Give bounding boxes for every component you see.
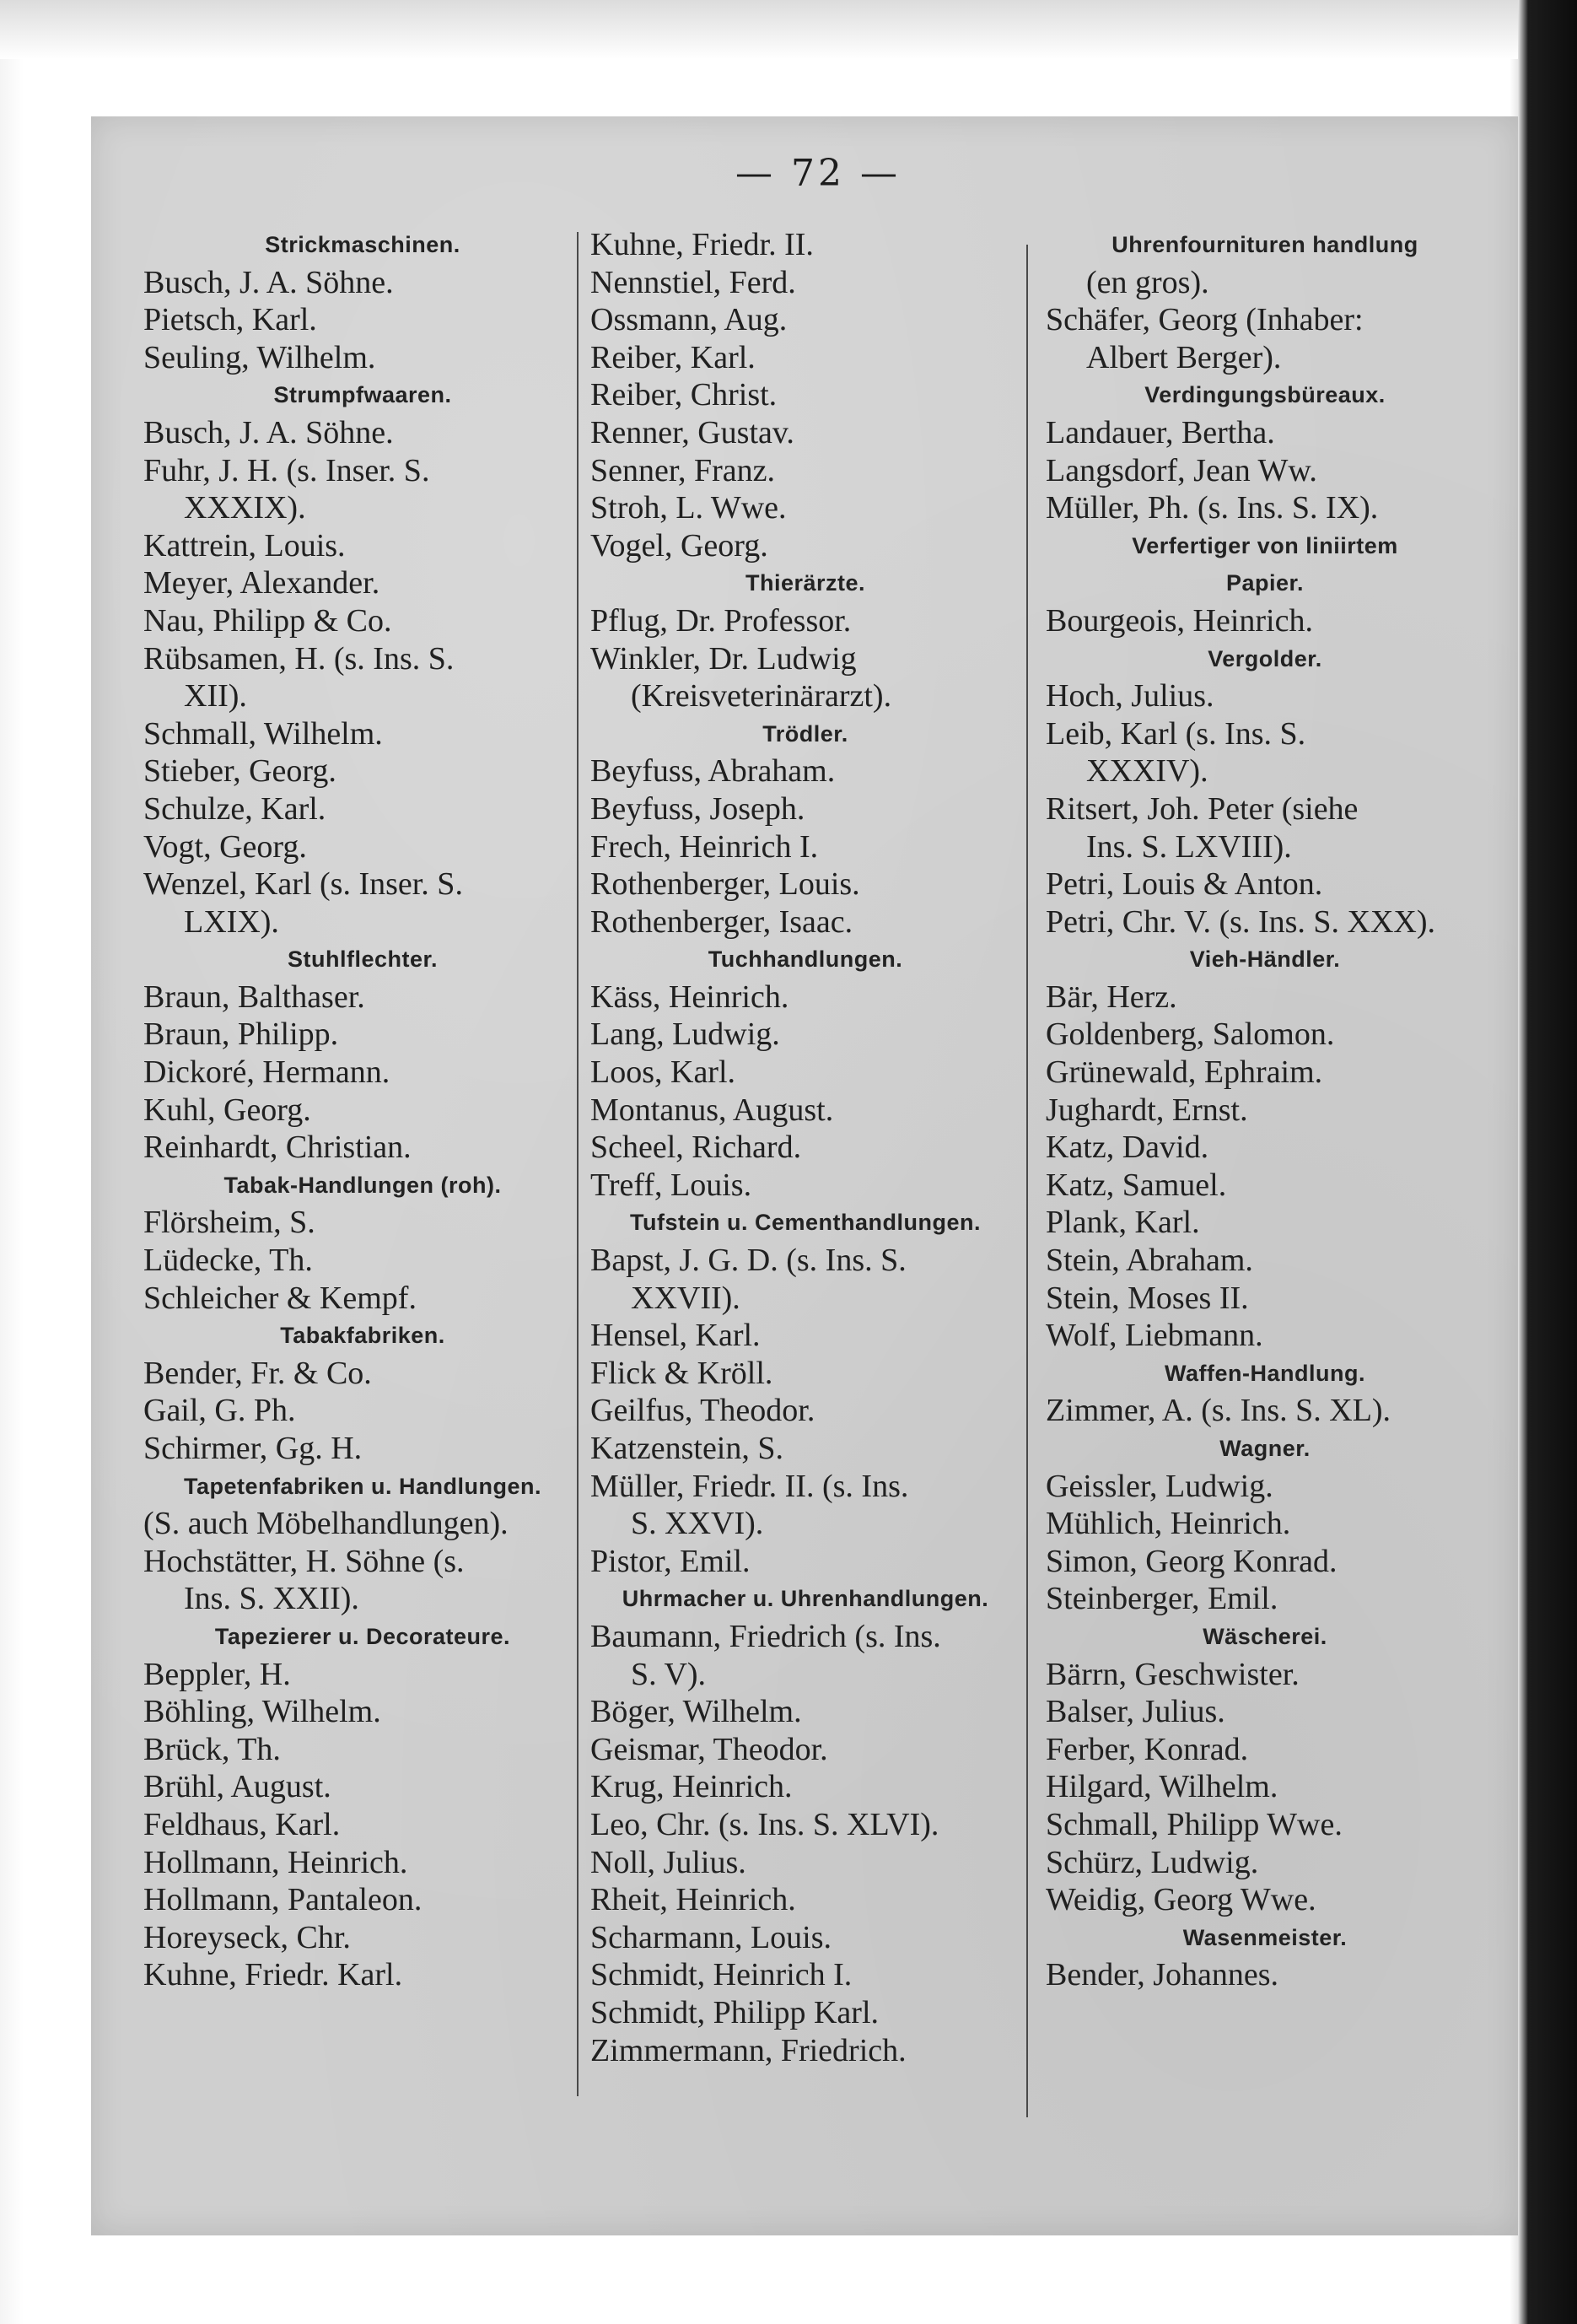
directory-entry: Bender, Johannes.: [1046, 1957, 1279, 1993]
directory-entry: Stein, Abraham.: [1046, 1243, 1253, 1279]
directory-entry: Feldhaus, Karl.: [143, 1806, 341, 1842]
section-heading: Strumpfwaaren.: [273, 382, 452, 408]
directory-entry: Kuhne, Friedr. II.: [590, 227, 814, 262]
section-heading: Papier.: [1225, 570, 1305, 596]
entry-continuation: XXXIV).: [1086, 753, 1208, 790]
directory-entry: Langsdorf, Jean Ww.: [1046, 452, 1317, 488]
directory-entry: Bapst, J. G. D. (s. Ins. S.: [590, 1243, 907, 1279]
directory-entry: Stieber, Georg.: [143, 753, 336, 790]
directory-entry: Stein, Moses II.: [1046, 1280, 1249, 1316]
directory-entry: Ferber, Konrad.: [1046, 1731, 1249, 1767]
entry-continuation: Albert Berger).: [1086, 339, 1282, 375]
entry-continuation: XXVII).: [631, 1280, 740, 1316]
directory-entry: Hoch, Julius.: [1046, 678, 1214, 714]
directory-entry: Müller, Friedr. II. (s. Ins.: [590, 1468, 909, 1504]
section-heading: Verdingungsbüreaux.: [1144, 382, 1386, 408]
section-heading: Strickmaschinen.: [265, 232, 460, 257]
directory-entry: (S. auch Möbelhandlungen).: [143, 1506, 509, 1542]
directory-entry: Zimmermann, Friedrich.: [590, 2032, 907, 2068]
directory-entry: Böhling, Wilhelm.: [143, 1694, 381, 1730]
directory-entry: Hensel, Karl.: [590, 1318, 761, 1354]
section-heading: Waffen-Handlung.: [1165, 1360, 1365, 1386]
directory-entry: Leib, Karl (s. Ins. S.: [1046, 715, 1306, 752]
directory-entry: Lang, Ludwig.: [590, 1016, 780, 1053]
directory-entry: Schirmer, Gg. H.: [143, 1431, 363, 1466]
section-heading: Vieh-Händler.: [1189, 946, 1341, 973]
directory-entry: Stroh, L. Wwe.: [590, 490, 787, 526]
directory-entry: Wenzel, Karl (s. Inser. S.: [143, 866, 463, 903]
directory-entry: Geismar, Theodor.: [590, 1731, 828, 1767]
directory-entry: Böger, Wilhelm.: [590, 1694, 802, 1730]
directory-entry: Jughardt, Ernst.: [1046, 1092, 1248, 1128]
directory-entry: Meyer, Alexander.: [143, 565, 380, 601]
directory-entry: Petri, Chr. V. (s. Ins. S. XXX).: [1046, 903, 1436, 940]
directory-entry: Winkler, Dr. Ludwig: [590, 640, 857, 677]
directory-entry: Baumann, Friedrich (s. Ins.: [590, 1618, 941, 1654]
directory-entry: Frech, Heinrich I.: [590, 828, 819, 865]
directory-entry: Brühl, August.: [143, 1769, 331, 1805]
entry-continuation: Ins. S. XXII).: [184, 1581, 359, 1617]
directory-entry: Treff, Louis.: [590, 1167, 752, 1203]
page-shadow: [0, 0, 1518, 59]
directory-column-3: [1046, 226, 1484, 1994]
directory-entry: Rübsamen, H. (s. Ins. S.: [143, 640, 455, 677]
entry-continuation: XXXIX).: [184, 490, 306, 526]
directory-entry: Leo, Chr. (s. Ins. S. XLVI).: [590, 1806, 939, 1842]
section-heading: Uhrenfournituren handlung: [1111, 232, 1418, 257]
directory-entry: Bärrn, Geschwister.: [1046, 1656, 1300, 1692]
directory-entry: Grünewald, Ephraim.: [1046, 1054, 1323, 1091]
directory-entry: Hollmann, Pantaleon.: [143, 1882, 423, 1918]
directory-entry: Reiber, Karl.: [590, 339, 756, 375]
directory-entry: Busch, J. A. Söhne.: [143, 414, 394, 450]
directory-entry: Reinhardt, Christian.: [143, 1130, 412, 1166]
directory-entry: Geilfus, Theodor.: [590, 1393, 815, 1429]
section-heading: Wäscherei.: [1203, 1623, 1327, 1649]
directory-column-1: [143, 226, 582, 1994]
entry-continuation: (Kreisveterinärarzt).: [631, 678, 892, 714]
directory-entry: Hochstätter, H. Söhne (s.: [143, 1543, 465, 1579]
directory-entry: Simon, Georg Konrad.: [1046, 1543, 1337, 1579]
section-heading: Wagner.: [1219, 1436, 1311, 1461]
section-heading: Tapetenfabriken u. Handlungen.: [183, 1473, 542, 1499]
section-heading: Tabakfabriken.: [280, 1323, 445, 1349]
directory-entry: Käss, Heinrich.: [590, 979, 789, 1015]
directory-entry: Seuling, Wilhelm.: [143, 339, 376, 375]
directory-entry: Plank, Karl.: [1046, 1205, 1200, 1241]
directory-entry: Wolf, Liebmann.: [1046, 1318, 1263, 1354]
directory-entry: Katz, David.: [1046, 1130, 1209, 1166]
directory-entry: Noll, Julius.: [590, 1844, 746, 1880]
directory-entry: Katzenstein, S.: [590, 1431, 784, 1466]
directory-entry: Reiber, Christ.: [590, 377, 778, 413]
section-heading: Uhrmacher u. Uhrenhandlungen.: [622, 1586, 989, 1612]
directory-entry: Weidig, Georg Wwe.: [1046, 1882, 1316, 1918]
directory-entry: Schmall, Philipp Wwe.: [1046, 1806, 1343, 1842]
directory-column-2: [590, 226, 1020, 2069]
directory-entry: Montanus, August.: [590, 1092, 834, 1128]
directory-entry: Nau, Philipp & Co.: [143, 602, 392, 639]
section-heading: Tufstein u. Cementhandlungen.: [630, 1210, 981, 1236]
column-divider: [1026, 245, 1028, 2117]
directory-entry: Beyfuss, Abraham.: [590, 753, 836, 790]
directory-entry: Nennstiel, Ferd.: [590, 264, 796, 300]
directory-entry: Landauer, Bertha.: [1046, 414, 1275, 450]
section-heading: Tuchhandlungen.: [708, 946, 903, 973]
directory-entry: Senner, Franz.: [590, 452, 776, 488]
section-heading: Trödler.: [762, 720, 848, 747]
directory-entry: Schürz, Ludwig.: [1046, 1844, 1259, 1880]
directory-entry: Fuhr, J. H. (s. Inser. S.: [143, 452, 430, 488]
directory-entry: Müller, Ph. (s. Ins. S. IX).: [1046, 490, 1379, 526]
directory-entry: Schmidt, Heinrich I.: [590, 1957, 853, 1993]
directory-entry: Braun, Balthaser.: [143, 979, 365, 1015]
directory-entry: Bender, Fr. & Co.: [143, 1355, 372, 1391]
directory-entry: Hollmann, Heinrich.: [143, 1844, 408, 1880]
directory-entry: Pflug, Dr. Professor.: [590, 602, 852, 639]
directory-entry: Scharmann, Louis.: [590, 1919, 832, 1955]
directory-entry: Vogt, Georg.: [143, 828, 307, 865]
directory-entry: Bär, Herz.: [1046, 979, 1177, 1015]
directory-entry: Scheel, Richard.: [590, 1130, 802, 1166]
directory-entry: Schäfer, Georg (Inhaber:: [1046, 302, 1364, 338]
directory-entry: Geissler, Ludwig.: [1046, 1468, 1273, 1504]
directory-entry: Loos, Karl.: [590, 1054, 736, 1091]
directory-entry: Kuhl, Georg.: [143, 1092, 311, 1128]
directory-entry: Schmidt, Philipp Karl.: [590, 1994, 879, 2030]
directory-entry: Mühlich, Heinrich.: [1046, 1506, 1291, 1542]
section-heading: Verfertiger von liniirtem: [1132, 532, 1398, 558]
directory-entry: Busch, J. A. Söhne.: [143, 264, 394, 300]
entry-continuation: S. V).: [631, 1656, 707, 1692]
directory-entry: Goldenberg, Salomon.: [1046, 1016, 1335, 1053]
directory-entry: Rothenberger, Isaac.: [590, 903, 853, 940]
directory-entry: Renner, Gustav.: [590, 414, 794, 450]
entry-continuation: LXIX).: [184, 903, 279, 940]
directory-entry: Beppler, H.: [143, 1656, 291, 1692]
directory-entry: Schleicher & Kempf.: [143, 1280, 417, 1316]
directory-entry: Steinberger, Emil.: [1046, 1581, 1278, 1617]
page-number: — 72 —: [735, 152, 901, 195]
directory-entry: Beyfuss, Joseph.: [590, 790, 805, 827]
section-heading: Tapezierer u. Decorateure.: [214, 1623, 511, 1649]
directory-entry: Vogel, Georg.: [590, 527, 768, 563]
directory-entry: Rheit, Heinrich.: [590, 1882, 796, 1918]
directory-entry: Kattrein, Louis.: [143, 527, 346, 563]
directory-entry: Dickoré, Hermann.: [143, 1054, 390, 1091]
directory-entry: Krug, Heinrich.: [590, 1769, 793, 1805]
section-heading: Tabak-Handlungen (roh).: [223, 1172, 502, 1198]
directory-entry: Zimmer, A. (s. Ins. S. XL).: [1046, 1393, 1391, 1429]
directory-entry: Ritsert, Joh. Peter (siehe: [1046, 790, 1359, 827]
directory-entry: Braun, Philipp.: [143, 1016, 339, 1053]
directory-entry: Pietsch, Karl.: [143, 302, 317, 338]
entry-continuation: S. XXVI).: [631, 1506, 764, 1542]
entry-continuation: XII).: [184, 678, 247, 714]
directory-entry: Katz, Samuel.: [1046, 1167, 1227, 1203]
directory-entry: Kuhne, Friedr. Karl.: [143, 1957, 403, 1993]
directory-entry: Brück, Th.: [143, 1731, 281, 1767]
directory-entry: Bourgeois, Heinrich.: [1046, 602, 1313, 639]
directory-entry: Schulze, Karl.: [143, 790, 326, 827]
directory-entry: Schmall, Wilhelm.: [143, 715, 383, 752]
directory-entry: Hilgard, Wilhelm.: [1046, 1769, 1278, 1805]
directory-entry: Ossmann, Aug.: [590, 302, 788, 338]
directory-entry: Pistor, Emil.: [590, 1543, 751, 1579]
section-heading: Stuhlflechter.: [287, 946, 439, 973]
directory-entry: Balser, Julius.: [1046, 1694, 1225, 1730]
entry-continuation: Ins. S. LXVIII).: [1086, 828, 1292, 865]
section-heading: Thierärzte.: [745, 570, 866, 596]
directory-entry: Flörsheim, S.: [143, 1205, 315, 1241]
section-heading: Vergolder.: [1208, 645, 1322, 671]
directory-entry: Rothenberger, Louis.: [590, 866, 860, 903]
entry-continuation: (en gros).: [1086, 264, 1209, 300]
directory-entry: Petri, Louis & Anton.: [1046, 866, 1323, 903]
section-heading: Wasenmeister.: [1182, 1924, 1348, 1950]
directory-entry: Flick & Kröll.: [590, 1355, 773, 1391]
directory-entry: Gail, G. Ph.: [143, 1393, 296, 1429]
directory-entry: Horeyseck, Chr.: [143, 1919, 351, 1955]
directory-entry: Lüdecke, Th.: [143, 1243, 313, 1279]
